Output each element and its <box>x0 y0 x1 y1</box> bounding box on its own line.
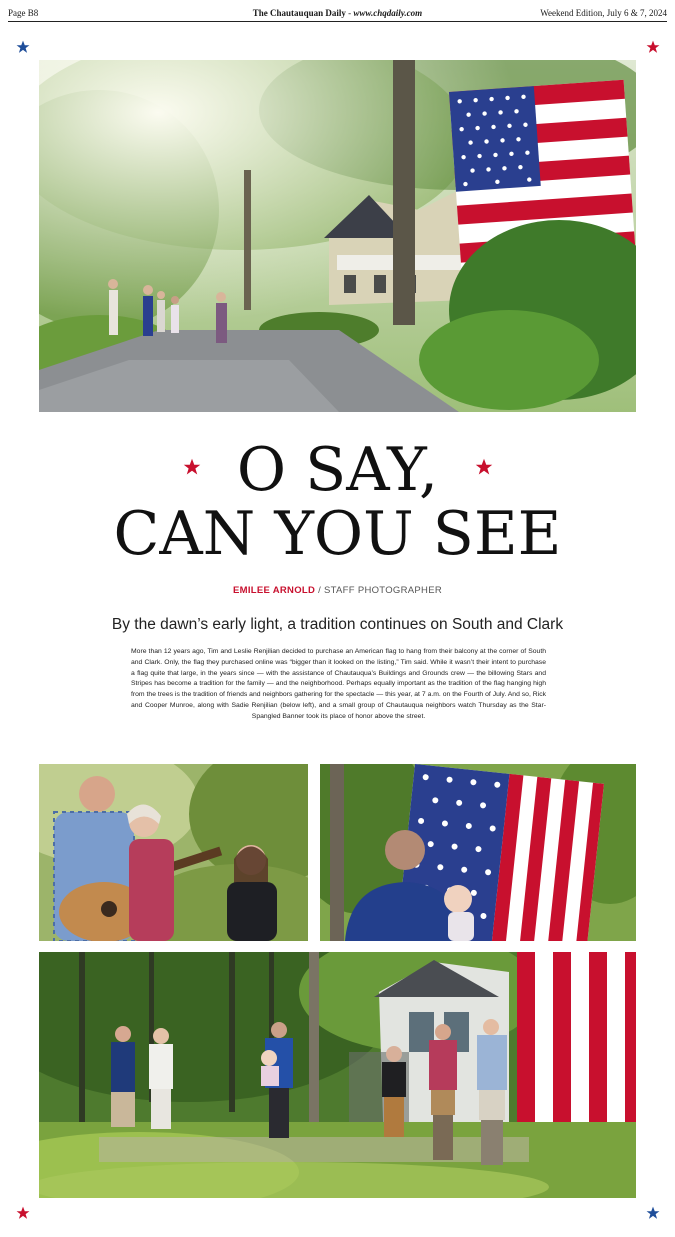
photographer-role: STAFF PHOTOGRAPHER <box>324 585 443 596</box>
photographer-name: EMILEE ARNOLD <box>232 585 316 596</box>
star-icon <box>16 40 30 54</box>
star-icon <box>646 1206 660 1220</box>
header-rule <box>8 21 667 22</box>
publication-name: The Chautauquan Daily <box>252 8 346 18</box>
photo-street-flag <box>39 60 636 412</box>
page-number: Page B8 <box>8 8 39 18</box>
byline-separator: / <box>315 585 324 596</box>
photo-byline <box>0 585 675 596</box>
star-icon <box>646 40 660 54</box>
headline-line-1: O SAY, <box>236 435 439 505</box>
photo-guitar-family <box>39 764 308 941</box>
publication-separator: - <box>345 8 354 18</box>
photo-man-child-flag <box>320 764 636 941</box>
page-header <box>8 6 667 20</box>
subheadline: By the dawn’s early light, a tradition continues on South and Clark <box>111 616 564 633</box>
edition-date: Weekend Edition, July 6 & 7, 2024 <box>540 8 667 18</box>
publication-url[interactable]: www.chqdaily.com <box>353 8 423 18</box>
headline-line-2: CAN YOU SEE <box>113 499 562 569</box>
photo-neighbors-group <box>39 952 636 1198</box>
headline <box>90 435 585 569</box>
article-body: More than 12 years ago, Tim and Leslie Renjilian decided to purchase an American flag to hang from their balcony at the corner of South and Clark. Only, the flag they purchased online was “bigger than it looked on the listing,” Tim said. While it wasn’t their intent to purchase a flag quite that large, in the years since — with the assistance of Chautauqua’s Buildings and Grounds crew — the billowing Stars and Stripes has become a tradition for the family — and the neighborhood. Perhaps equally important as the tradition of the flag hanging high from the trees is the tradition of friends and neighbors gathering for the spectacle — this year, at 7 a.m. on the Fourth of July. And so, Rick and Cooper Munroe, along with Sadie Renjilian (below left), and a small group of Chautauqua neighbors watch Thursday as the Star-Spangled Banner took its place of honor above the street. <box>131 648 546 720</box>
star-icon <box>16 1206 30 1220</box>
